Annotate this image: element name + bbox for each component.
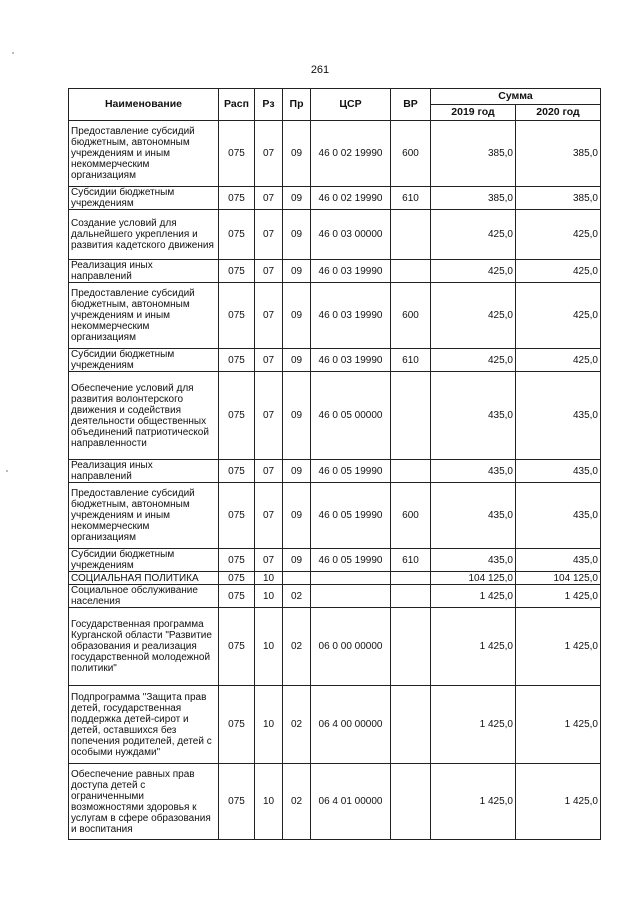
cell-rz: 10 [255,686,283,764]
cell-name: Субсидии бюджетным учреждениям [69,349,219,372]
cell-name: Подпрограмма "Защита прав детей, государственная поддержка детей-сирот и детей, оставшихся без попечения родителей, детей с особыми нуждами" [69,686,219,764]
table-row [69,283,601,349]
cell-rz: 07 [255,549,283,572]
cell-rz: 07 [255,121,283,187]
cell-rz: 10 [255,764,283,840]
cell-pr: 02 [283,585,311,608]
cell-pr: 02 [283,608,311,686]
table-row [69,483,601,549]
cell-sum-2019: 435,0 [431,460,516,483]
header-rasp: Расп [219,89,255,121]
cell-name: Реализация иных направлений [69,260,219,283]
cell-pr: 09 [283,210,311,260]
cell-pr: 09 [283,260,311,283]
cell-pr: 09 [283,372,311,460]
cell-name: Обеспечение равных прав доступа детей с ограниченными возможностями здоровья к услугам в сфере образования и воспитания [69,764,219,840]
cell-sum-2020: 1 425,0 [516,764,601,840]
cell-vr: 610 [391,187,431,210]
cell-sum-2019: 435,0 [431,372,516,460]
cell-sum-2019: 1 425,0 [431,608,516,686]
header-pr: Пр [283,89,311,121]
cell-rz: 07 [255,283,283,349]
header-2020: 2020 год [516,105,601,121]
header-sum: Сумма [431,89,601,105]
table-body [69,121,601,840]
cell-rasp: 075 [219,460,255,483]
cell-pr: 09 [283,549,311,572]
cell-vr: 600 [391,283,431,349]
table-row [69,372,601,460]
cell-name: Предоставление субсидий бюджетным, автономным учреждениям и иным некоммерческим организациям [69,483,219,549]
cell-csr [311,572,391,585]
table-row [69,549,601,572]
budget-table [68,88,601,840]
cell-rasp: 075 [219,572,255,585]
cell-sum-2020: 425,0 [516,349,601,372]
cell-pr: 09 [283,483,311,549]
cell-csr: 46 0 05 19990 [311,549,391,572]
cell-name: Субсидии бюджетным учреждениям [69,187,219,210]
cell-vr [391,460,431,483]
cell-sum-2019: 425,0 [431,349,516,372]
cell-csr: 46 0 05 19990 [311,460,391,483]
cell-sum-2019: 1 425,0 [431,764,516,840]
cell-sum-2019: 435,0 [431,483,516,549]
cell-pr: 09 [283,187,311,210]
table-row [69,121,601,187]
cell-rz: 07 [255,460,283,483]
cell-rz: 10 [255,572,283,585]
scan-speck [12,52,14,54]
cell-rz: 07 [255,260,283,283]
page-number: 261 [310,64,330,76]
cell-sum-2020: 435,0 [516,549,601,572]
cell-name: Предоставление субсидий бюджетным, автономным учреждениям и иным некоммерческим организациям [69,121,219,187]
cell-rz: 07 [255,483,283,549]
cell-sum-2020: 435,0 [516,372,601,460]
cell-sum-2019: 425,0 [431,260,516,283]
cell-name: Субсидии бюджетным учреждениям [69,549,219,572]
cell-csr: 46 0 05 00000 [311,372,391,460]
cell-vr: 600 [391,121,431,187]
cell-vr [391,608,431,686]
table-header-row [69,89,601,105]
cell-sum-2020: 1 425,0 [516,585,601,608]
cell-sum-2020: 1 425,0 [516,608,601,686]
cell-sum-2020: 425,0 [516,210,601,260]
header-rz: Рз [255,89,283,121]
cell-rasp: 075 [219,608,255,686]
table-row [69,764,601,840]
cell-vr [391,260,431,283]
cell-pr: 02 [283,686,311,764]
cell-vr: 610 [391,349,431,372]
cell-sum-2019: 385,0 [431,121,516,187]
cell-name: СОЦИАЛЬНАЯ ПОЛИТИКА [69,572,219,585]
cell-name: Государственная программа Курганской области "Развитие образования и реализация государственной молодежной политики" [69,608,219,686]
header-csr: ЦСР [311,89,391,121]
cell-rasp: 075 [219,483,255,549]
cell-csr: 46 0 05 19990 [311,483,391,549]
table-row [69,608,601,686]
cell-sum-2020: 435,0 [516,483,601,549]
cell-rasp: 075 [219,585,255,608]
cell-rasp: 075 [219,764,255,840]
table-row [69,585,601,608]
cell-sum-2020: 385,0 [516,121,601,187]
cell-vr [391,686,431,764]
cell-csr: 46 0 03 00000 [311,210,391,260]
cell-name: Обеспечение условий для развития волонтерского движения и содействия деятельности общественных объединений патриотической направленности [69,372,219,460]
cell-rasp: 075 [219,187,255,210]
cell-pr: 09 [283,460,311,483]
cell-vr [391,210,431,260]
cell-rasp: 075 [219,686,255,764]
cell-rasp: 075 [219,121,255,187]
cell-rasp: 075 [219,260,255,283]
cell-rz: 07 [255,187,283,210]
cell-rasp: 075 [219,210,255,260]
cell-name: Реализация иных направлений [69,460,219,483]
cell-vr: 610 [391,549,431,572]
cell-vr: 600 [391,483,431,549]
cell-pr [283,572,311,585]
cell-sum-2020: 385,0 [516,187,601,210]
cell-pr: 09 [283,349,311,372]
cell-csr: 06 0 00 00000 [311,608,391,686]
cell-rasp: 075 [219,283,255,349]
cell-sum-2019: 1 425,0 [431,585,516,608]
cell-sum-2019: 385,0 [431,187,516,210]
cell-sum-2020: 425,0 [516,283,601,349]
cell-name: Социальное обслуживание населения [69,585,219,608]
cell-rz: 07 [255,210,283,260]
cell-sum-2020: 435,0 [516,460,601,483]
cell-sum-2019: 104 125,0 [431,572,516,585]
cell-sum-2020: 104 125,0 [516,572,601,585]
cell-sum-2019: 425,0 [431,283,516,349]
header-vr: ВР [391,89,431,121]
cell-rz: 07 [255,372,283,460]
cell-rasp: 075 [219,349,255,372]
cell-name: Создание условий для дальнейшего укрепления и развития кадетского движения [69,210,219,260]
cell-rz: 10 [255,585,283,608]
cell-rasp: 075 [219,549,255,572]
cell-pr: 09 [283,283,311,349]
table-row [69,210,601,260]
cell-vr [391,585,431,608]
cell-csr: 46 0 03 19990 [311,260,391,283]
cell-pr: 02 [283,764,311,840]
cell-vr [391,372,431,460]
cell-csr [311,585,391,608]
table-row [69,572,601,585]
cell-csr: 06 4 01 00000 [311,764,391,840]
cell-csr: 46 0 03 19990 [311,283,391,349]
cell-vr [391,572,431,585]
cell-rz: 07 [255,349,283,372]
table-row [69,349,601,372]
scan-speck [6,470,8,472]
cell-sum-2019: 425,0 [431,210,516,260]
table-row [69,260,601,283]
table-row [69,460,601,483]
cell-pr: 09 [283,121,311,187]
cell-vr [391,764,431,840]
cell-name: Предоставление субсидий бюджетным, автономным учреждениям и иным некоммерческим организациям [69,283,219,349]
cell-csr: 46 0 02 19990 [311,187,391,210]
cell-csr: 46 0 02 19990 [311,121,391,187]
cell-sum-2019: 435,0 [431,549,516,572]
cell-csr: 06 4 00 00000 [311,686,391,764]
header-2019: 2019 год [431,105,516,121]
cell-sum-2020: 1 425,0 [516,686,601,764]
table-row [69,187,601,210]
cell-rz: 10 [255,608,283,686]
cell-csr: 46 0 03 19990 [311,349,391,372]
header-name: Наименование [69,89,219,121]
table-row [69,686,601,764]
cell-sum-2019: 1 425,0 [431,686,516,764]
cell-sum-2020: 425,0 [516,260,601,283]
cell-rasp: 075 [219,372,255,460]
